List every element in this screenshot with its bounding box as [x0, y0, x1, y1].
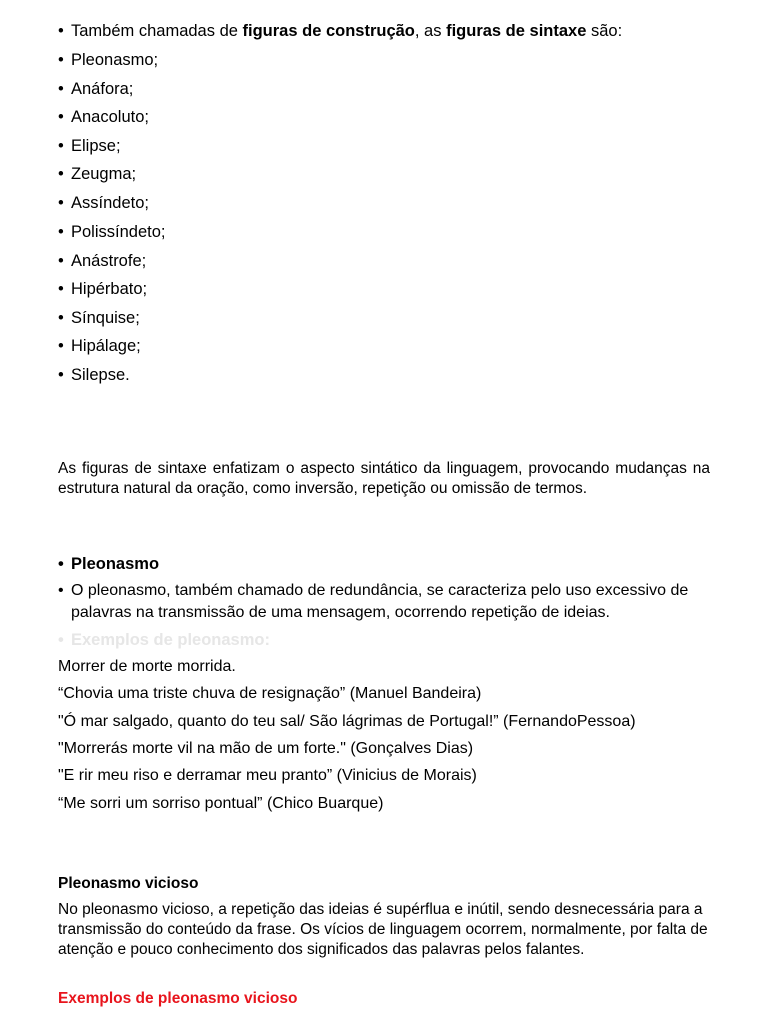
- figure-label: Silepse.: [71, 366, 130, 384]
- figure-label: Elipse;: [71, 137, 121, 155]
- example-line: “Chovia uma triste chuva de resignação” (Manuel Bandeira): [58, 685, 482, 702]
- example-line: Morrer de morte morrida.: [58, 658, 236, 675]
- figure-label: Sínquise;: [71, 309, 140, 327]
- bullet: •: [58, 631, 64, 649]
- intro-mid: , as: [414, 22, 447, 40]
- intro-post: são:: [586, 22, 623, 40]
- bullet: •: [58, 194, 64, 212]
- example-line: "Ó mar salgado, quanto do teu sal/ São lágrimas de Portugal!” (FernandoPessoa): [58, 713, 636, 730]
- figure-label: Pleonasmo;: [71, 51, 159, 69]
- figure-label: Anacoluto;: [71, 108, 149, 126]
- figure-label: Assíndeto;: [71, 194, 149, 212]
- pleonasmo-definition: [58, 580, 738, 624]
- bullet: •: [58, 555, 64, 573]
- description-paragraph: As figuras de sintaxe enfatizam o aspecto sintático da linguagem, provocando mudanças na estrutura natural da oração, como inversão, repetição ou omissão de termos.: [58, 460, 710, 497]
- pleonasmo-heading-text: Pleonasmo: [71, 555, 160, 573]
- bullet: •: [58, 366, 64, 384]
- intro-pre: Também chamadas de: [71, 22, 243, 40]
- figure-label: Anáfora;: [71, 80, 134, 98]
- example-line: "Morrerás morte vil na mão de um forte." (Gonçalves Dias): [58, 740, 474, 757]
- bullet: •: [58, 137, 64, 155]
- vicioso-examples-heading: Exemplos de pleonasmo vicioso: [58, 990, 298, 1007]
- bullet: •: [58, 252, 64, 270]
- figure-label: Hipálage;: [71, 337, 141, 355]
- bullet: •: [58, 337, 64, 355]
- figure-label: Polissíndeto;: [71, 223, 166, 241]
- intro-bold-2: figuras de sintaxe: [446, 22, 587, 40]
- bullet: •: [58, 80, 64, 98]
- bullet: •: [58, 223, 64, 241]
- figure-label: Hipérbato;: [71, 280, 148, 298]
- figure-label: Zeugma;: [71, 165, 137, 183]
- intro-bold-1: figuras de construção: [242, 22, 415, 40]
- bullet: •: [58, 582, 64, 599]
- example-line: “Me sorri um sorriso pontual” (Chico Buarque): [58, 795, 384, 812]
- bullet: •: [58, 108, 64, 126]
- vicioso-heading: Pleonasmo vicioso: [58, 875, 199, 892]
- pleonasmo-definition-text: O pleonasmo, também chamado de redundância, se caracteriza pelo uso excessivo de palavras na transmissão de uma mensagem, ocorrendo repetição de ideias.: [71, 582, 689, 621]
- bullet: •: [58, 51, 64, 69]
- bullet: •: [58, 309, 64, 327]
- vicioso-paragraph: No pleonasmo vicioso, a repetição das ideias é supérflua e inútil, sendo desnecessária para a transmissão do conteúdo da frase. Os vícios de linguagem ocorrem, normalmente, por falta de atenção e pouco conhecimento dos significados das palavras pelos falantes.: [58, 901, 708, 958]
- bullet: •: [58, 22, 64, 40]
- figure-label: Anástrofe;: [71, 252, 147, 270]
- bullet: •: [58, 280, 64, 298]
- bullet: •: [58, 165, 64, 183]
- example-line: "E rir meu riso e derramar meu pranto” (Vinicius de Morais): [58, 767, 477, 784]
- examples-heading-text: Exemplos de pleonasmo:: [71, 631, 270, 649]
